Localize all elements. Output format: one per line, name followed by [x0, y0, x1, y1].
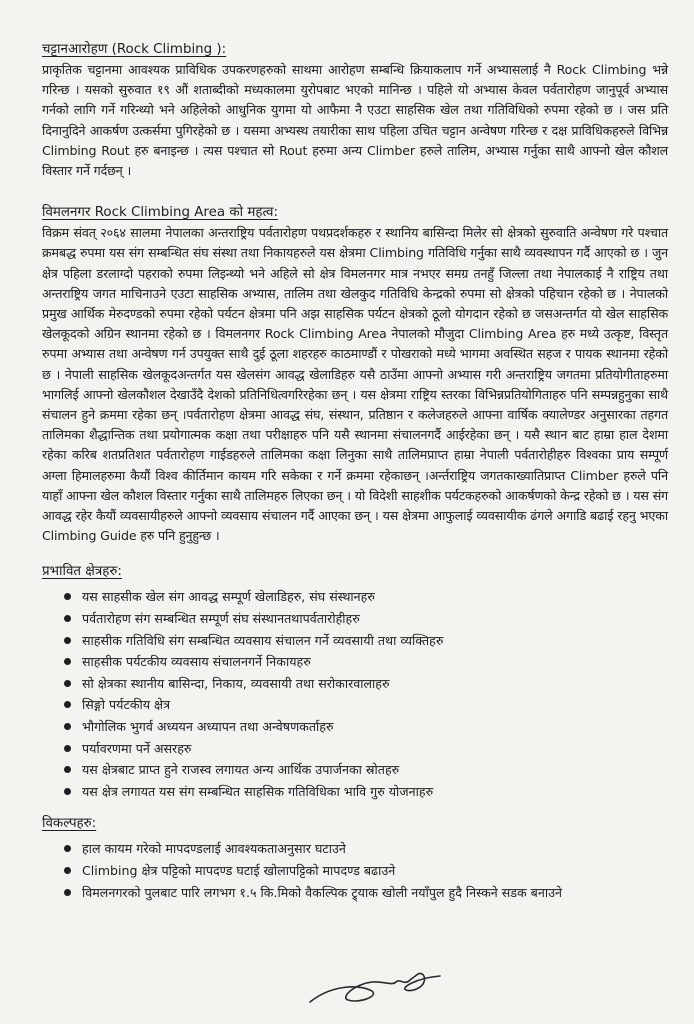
- bullet-icon: [64, 723, 71, 730]
- bullet-icon: [64, 889, 71, 896]
- bullet-icon: [64, 593, 71, 600]
- list-item: यस क्षेत्र लगायत यस संग सम्बन्धित साहसिक गतिविधिका भावि गुरु योजनाहरु: [64, 781, 668, 803]
- handwritten-signature: [300, 964, 450, 1012]
- bullet-icon: [64, 867, 71, 874]
- list-item: यस साहसीक खेल संग आवद्ध सम्पूर्ण खेलाडिहरु, संघ संस्थानहरु: [64, 586, 668, 608]
- list-item: पर्वतारोहण संग सम्बन्धित सम्पूर्ण संघ संस्थानतथापर्वतारोहीहरु: [64, 608, 668, 630]
- list-item: सो क्षेत्रका स्थानीय बासिन्दा, निकाय, व्यवसायी तथा सरोकारवालाहरु: [64, 673, 668, 695]
- bullet-icon: [64, 680, 71, 687]
- list-item: साहसीक पर्यटकीय व्यवसाय संचालनगर्ने निकायहरु: [64, 651, 668, 673]
- bullet-icon: [64, 745, 71, 752]
- bullet-icon: [64, 615, 71, 622]
- alternatives-heading: विकल्पहरु:: [42, 816, 97, 832]
- list-item: हाल कायम गरेको मापदण्डलाई आवश्यकताअनुसार घटाउने: [64, 838, 668, 860]
- rock-climbing-heading: चट्टानआरोहण (Rock Climbing ):: [42, 42, 227, 57]
- bullet-icon: [64, 845, 71, 852]
- importance-heading: विमलनगर Rock Climbing Area को महत्व:: [42, 205, 278, 221]
- list-item: साहसीक गतिविधि संग सम्बन्धित व्यवसाय संचालन गर्ने व्यवसायी तथा व्यक्तिहरु: [64, 630, 668, 652]
- bullet-icon: [64, 701, 71, 708]
- list-item: भौगोलिक भुगर्व अध्ययन अध्यापन तथा अन्वेषणकर्ताहरु: [64, 716, 668, 738]
- affected-areas-heading: प्रभावित क्षेत्रहरु:: [42, 564, 122, 580]
- list-item: सिङ्गो पर्यटकीय क्षेत्र: [64, 694, 668, 716]
- list-item: Climbing क्षेत्र पट्टिको मापदण्ड घटाई खोलापट्टिको मापदण्ड बढाउने: [64, 860, 668, 882]
- rock-climbing-paragraph: प्राकृतिक चट्टानमा आवश्यक प्राविधिक उपकरणहरुको साथमा आरोहण सम्बन्धि क्रियाकलाप गर्ने अभ्यासलाई नै Rock Climbing भन्ने गरिन्छ । यसको सुरुवात १९ औं शताब्दीको मध्यकालमा युरोपबाट भएको मानिन्छ । पहिले यो अभ्यास केवल पर्वतारोहण जानुपूर्व अभ्यास गर्नको लागि गर्ने गरिन्थ्यो भने अहिलेको आधुनिक युगमा यो आफैमा नै एउटा साहसिक खेल तथा गतिविधिको रुपमा रहेको छ । जस प्रति दिनानुदिने आकर्षण उत्कर्समा पुगिरहेको छ । यसमा अभ्यस्थ तयारीका साथ पहिला उचित चट्टान अन्वेषण गरिन्छ र दक्ष प्राविधिकहरुले विभिन्न Climbing Rout हरु बनाइन्छ । त्यस पश्चात सो Rout हरुमा अन्य Climber हरुले तालिम, अभ्यास गर्नुका साथै आफ्नो खेल कौशल विस्तार गर्ने गर्दछन् ।: [42, 62, 668, 179]
- bullet-icon: [64, 658, 71, 665]
- bullet-icon: [64, 766, 71, 773]
- list-item: यस क्षेत्रबाट प्राप्त हुने राजस्व लगायत अन्य आर्थिक उपार्जनका स्रोतहरु: [64, 759, 668, 781]
- list-item: विमलनगरको पुलबाट पारि लगभग १.५ कि.मिको वैकल्पिक ट्र्याक खोली नयाँपुल हुदै निस्कने सडक बनाउने: [64, 882, 668, 904]
- affected-areas-list: [42, 586, 668, 802]
- alternatives-list: [42, 838, 668, 903]
- list-item: पर्यावरणमा पर्ने असरहरु: [64, 738, 668, 760]
- bullet-icon: [64, 637, 71, 644]
- bullet-icon: [64, 788, 71, 795]
- importance-paragraph: विक्रम संवत् २०६४ सालमा नेपालका अन्तराष्ट्रिय पर्वतारोहण पथप्रदर्शकहरु र स्थानिय बासिन्दा मिलेर सो क्षेत्रको सुरुवाति अन्वेषण गरे पश्चात क्रमबद्ध रुपमा यस संग सम्बन्धित संघ संस्था तथा निकायहरुले यस क्षेत्रमा Climbing गतिविधि गर्नुका साथै व्यवस्थापन गर्दै आएको छ । जुन क्षेत्र पहिला डरलाग्दो पहराको रुपमा लिइन्थ्यो भने अहिले सो क्षेत्र विमलनगर मात्र नभएर समग्र तनहुँ जिल्ला तथा नेपालकाई नै राष्ट्रिय तथा अन्तराष्ट्रिय जगत माचिनाउने एउटा साहसिक अभ्यास, तालिम तथा खेलकुद गतिविधि केन्द्रको रुपमा सो क्षेत्रको पहिचान रहेको छ । नेपालको प्रमुख आर्थिक मेरुदण्डको रुपमा रहेको पर्यटन क्षेत्रमा पनि अझ साहसिक पर्यटन क्षेत्रको ठूलो योगदान रहेको छ जसअन्तर्गत यो खेल साहसिक खेलकूदको अग्रिन स्थानमा रहेको छ । विमलनगर Rock Climbing Area नेपालको मौजुदा Climbing Area हरु मध्ये उत्कृष्ट, विस्तृत रुपमा अभ्यास तथा अन्वेषण गर्न उपयुक्त साथै दुई ठूला शहरहरु काठमाण्डौं र पोखराको मध्ये भागमा अवस्थित सहज र पायक स्थानमा रहेको छ । नेपाली साहसिक खेलकूदअन्तर्गत यस खेलसंग आवद्ध खेलाडिहरु यसै ठाउँमा आफ्नो अभ्यास गरी अन्तराष्ट्रिय जगतमा प्रतियोगीताहरुमा भागलिई आफ्नो खेलकौशल देखाउँदै देशको प्रतिनिधित्वगरिरहेका छन् । यस क्षेत्रमा राष्ट्रिय स्तरका विभिन्नप्रतियोगिताहरु पनि सम्पन्नहुनुका साथै संचालन हुने क्रममा रहेका छन् ।पर्वतारोहण क्षेत्रमा आवद्ध संघ, संस्थान, प्रतिष्ठान र कलेजहरुले आफ्ना वार्षिक क्यालेण्डर अनुसारका तहगत तालिमका शैद्धान्तिक तथा प्रयोगात्मक कक्षा तथा परीक्षाहरु पनि यसै स्थानमा संचालनगर्दै आईरहेका छन् । यसै स्थान बाट हाम्रा हाल देशमा रहेका करिब शतप्रतिशत पर्वतारोहण गाईडहरुले तालिमका कक्षा लिनुका साथै तालिमप्राप्त हाम्रा नेपाली पर्वतारोहीहरु विश्वका प्राय सम्पूर्ण अग्ला हिमालहरुमा कैयौं विश्व कीर्तिमान कायम गरि सकेका र गर्ने क्रममा रहेकाछन् ।अर्न्तराष्ट्रिय जगतकाख्यातिप्राप्त Climber हरुले पनि याहाँ आफ्ना खेल कौशल विस्तार गर्नुका साथै तालिमहरु लिएका छन् । यो विदेशी साहशीक पर्यटकहरुको आकर्षणको केन्द्र रहेको छ । यस संग आवद्ध रहेर कैयौं व्यवसायीहरुले आफ्नो व्यवसाय संचालन गर्दै आएका छन् । यस क्षेत्रमा आफुलाई व्यवसायीक ढंगले अगाडि बढाई रहनु भएका Climbing Guide हरु पनि हुनुहुन्छ ।: [42, 225, 668, 544]
